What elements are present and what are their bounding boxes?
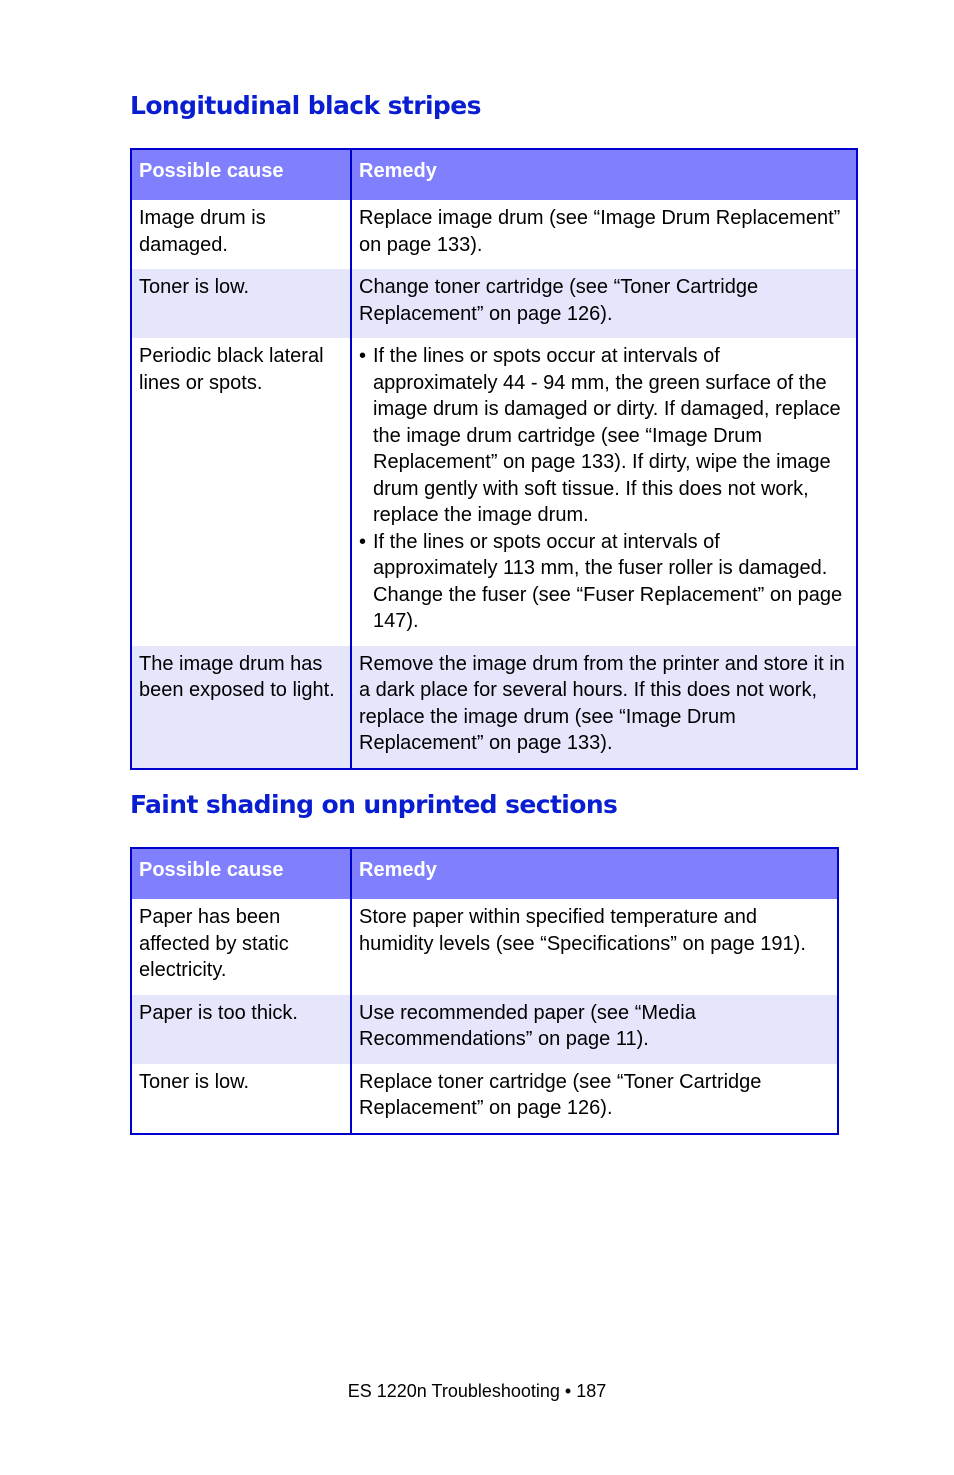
table-row xyxy=(131,995,838,1064)
column-header-remedy: Remedy xyxy=(351,848,838,899)
remedy-cell xyxy=(351,338,857,646)
table-row xyxy=(131,1064,838,1134)
remedy-cell: Change toner cartridge (see “Toner Cartridge Replacement” on page 126). xyxy=(351,269,857,338)
section-title: Faint shading on unprinted sections xyxy=(130,790,618,819)
section-title: Longitudinal black stripes xyxy=(130,91,481,120)
troubleshooting-table xyxy=(130,847,839,1135)
page-footer: ES 1220n Troubleshooting • 187 xyxy=(347,1381,607,1401)
table-row xyxy=(131,646,857,769)
remedy-cell: Replace toner cartridge (see “Toner Cartridge Replacement” on page 126). xyxy=(351,1064,838,1134)
table-row xyxy=(131,200,857,269)
column-header-cause: Possible cause xyxy=(131,149,351,200)
remedy-bullet: • If the lines or spots occur at intervals of approximately 113 mm, the fuser roller is damaged. Change the fuser (see “Fuser Replacement” on page 147). xyxy=(359,529,849,635)
remedy-cell: Replace image drum (see “Image Drum Replacement” on page 133). xyxy=(351,200,857,269)
column-header-remedy: Remedy xyxy=(351,149,857,200)
remedy-bullet-list xyxy=(359,343,849,635)
cause-cell: Image drum is damaged. xyxy=(131,200,351,269)
cause-cell: Toner is low. xyxy=(131,269,351,338)
column-header-cause: Possible cause xyxy=(131,848,351,899)
table-row xyxy=(131,338,857,646)
cause-cell: Periodic black lateral lines or spots. xyxy=(131,338,351,646)
table-row xyxy=(131,269,857,338)
table-header-row xyxy=(131,848,838,899)
cause-cell: Paper has been affected by static electricity. xyxy=(131,899,351,995)
table-header-row xyxy=(131,149,857,200)
remedy-cell: Use recommended paper (see “Media Recommendations” on page 11). xyxy=(351,995,838,1064)
cause-cell: The image drum has been exposed to light. xyxy=(131,646,351,769)
troubleshooting-table xyxy=(130,148,858,770)
table-row xyxy=(131,899,838,995)
cause-cell: Toner is low. xyxy=(131,1064,351,1134)
cause-cell: Paper is too thick. xyxy=(131,995,351,1064)
remedy-bullet: • If the lines or spots occur at intervals of approximately 44 - 94 mm, the green surface of the image drum is damaged or dirty. If damaged, replace the image drum cartridge (see “Image Drum Replacement” on page 133). If dirty, wipe the image drum gently with soft tissue. If this does not work, replace the image drum. xyxy=(359,343,849,529)
remedy-cell: Store paper within specified temperature and humidity levels (see “Specifications” on page 191). xyxy=(351,899,838,995)
remedy-cell: Remove the image drum from the printer and store it in a dark place for several hours. If this does not work, replace the image drum (see “Image Drum Replacement” on page 133). xyxy=(351,646,857,769)
